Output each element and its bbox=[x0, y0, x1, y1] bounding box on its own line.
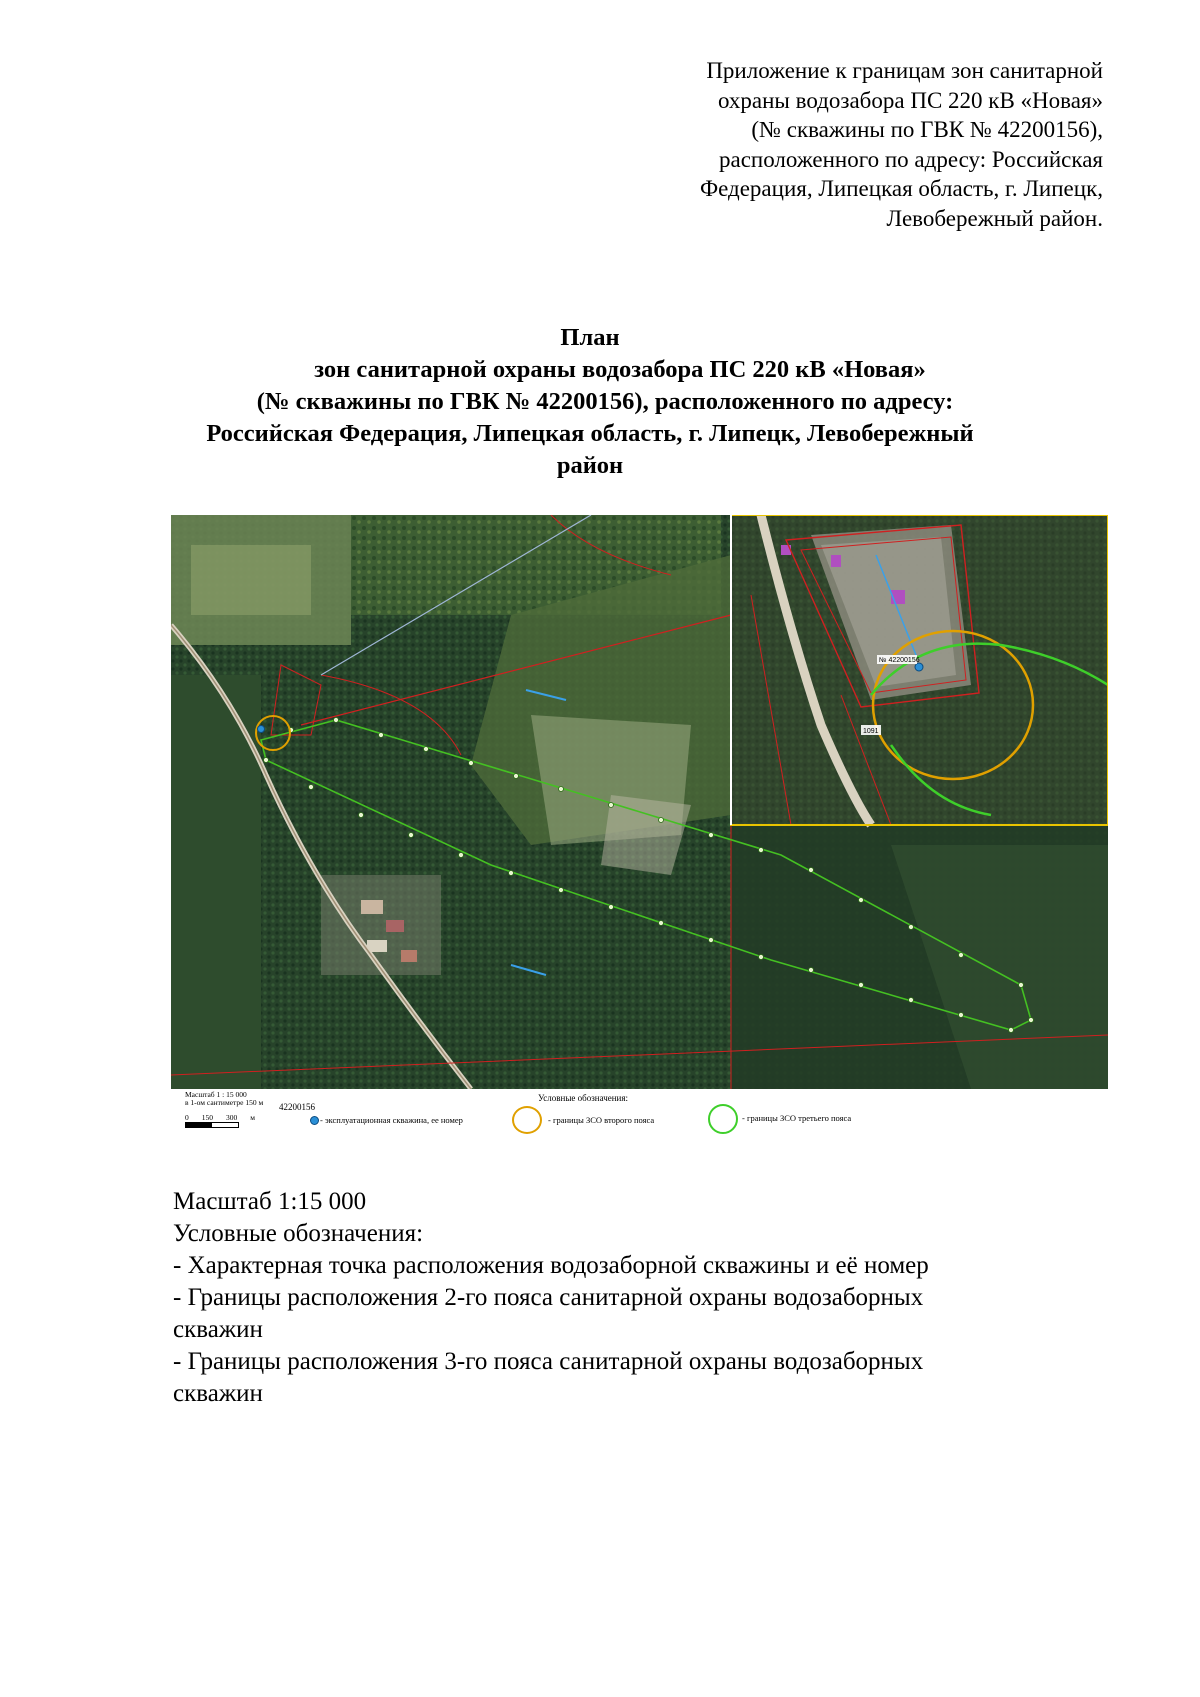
inset-well-label: № 42200156 bbox=[879, 657, 920, 664]
scale-bar bbox=[185, 1122, 239, 1128]
body-line: Масштаб 1:15 000 bbox=[173, 1188, 367, 1215]
body-line: - Границы расположения 3-го пояса санитарной охраны водозаборных bbox=[173, 1348, 924, 1375]
annex-line: (№ скважины по ГВК № 42200156), bbox=[751, 117, 1103, 142]
annex-line: охраны водозабора ПС 220 кВ «Новая» bbox=[717, 87, 1103, 113]
title-line: район bbox=[556, 452, 624, 479]
legend-zone2-text: - границы ЗСО второго пояса bbox=[548, 1115, 655, 1125]
map-image bbox=[171, 515, 1108, 1089]
title-line: План bbox=[560, 324, 620, 351]
legend-scale-text: Масштаб 1 : 15 000 bbox=[185, 1090, 247, 1099]
legend-well-text: - эксплуатационная скважина, ее номер bbox=[320, 1115, 463, 1125]
legend-scale bbox=[185, 1091, 263, 1107]
road-label: 1091 bbox=[863, 728, 879, 735]
legend-scale-ticks bbox=[185, 1113, 255, 1122]
body-line: Условные обозначения: bbox=[173, 1220, 424, 1247]
legend-description bbox=[173, 1186, 1073, 1410]
title-line: (№ скважины по ГВК № 42200156), расположенного по адресу: bbox=[256, 388, 954, 415]
body-line: - Границы расположения 2-го пояса санитарной охраны водозаборных bbox=[173, 1284, 924, 1311]
legend-zone3-text: - границы ЗСО третьего пояса bbox=[742, 1113, 852, 1123]
annex-header bbox=[583, 56, 1103, 233]
annex-line: Федерация, Липецкая область, г. Липецк, bbox=[699, 176, 1103, 201]
scale-unit: м bbox=[250, 1113, 255, 1122]
legend-heading: Условные обозначения: bbox=[538, 1093, 629, 1103]
legend-well-number: 42200156 bbox=[279, 1102, 315, 1112]
zone3-ring-icon bbox=[708, 1104, 738, 1134]
body-line: - Характерная точка расположения водозаборной скважины и её номер bbox=[173, 1252, 929, 1279]
well-dot-icon bbox=[310, 1116, 319, 1125]
title-line: зон санитарной охраны водозабора ПС 220 кВ «Новая» bbox=[314, 356, 926, 383]
map-legend bbox=[171, 1088, 1108, 1134]
scale-tick: 300 bbox=[226, 1113, 238, 1122]
scale-tick: 0 bbox=[185, 1113, 189, 1122]
scale-tick: 150 bbox=[201, 1113, 213, 1122]
body-line: скважин bbox=[173, 1380, 263, 1407]
annex-line: Левобережный район. bbox=[886, 205, 1103, 231]
annex-line: расположенного по адресу: Российская bbox=[719, 146, 1103, 172]
annex-line: Приложение к границам зон санитарной bbox=[706, 58, 1103, 83]
title-line: Российская Федерация, Липецкая область, г. Липецк, Левобережный bbox=[206, 420, 974, 447]
legend-scale-note: в 1-ом сантиметре 150 м bbox=[185, 1098, 264, 1107]
map-inset bbox=[731, 515, 1108, 825]
document-title bbox=[150, 322, 1030, 482]
body-line: скважин bbox=[173, 1316, 263, 1343]
satellite-map bbox=[171, 515, 1108, 1089]
zone2-ring-icon bbox=[512, 1106, 542, 1134]
